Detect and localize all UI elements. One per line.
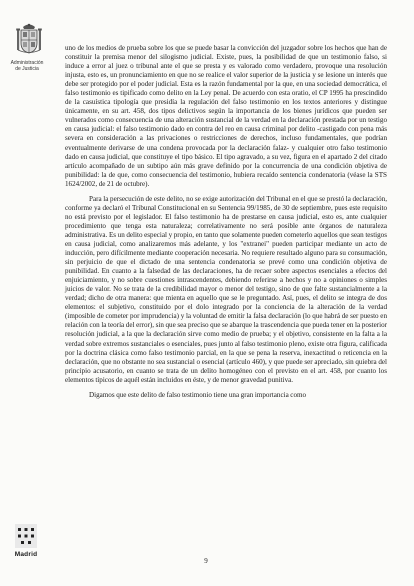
coat-of-arms-icon (15, 22, 43, 58)
madrid-stars-logo-icon (15, 524, 37, 548)
left-margin-sidebar (0, 0, 50, 586)
paragraph-1: uno de los medios de prueba sobre los que se puede basar la convicción del juzgador sobre los hechos que han de constituir la premisa menor del silogismo judicial. Existe, pues, la posibilidad de que un testimonio falso, si induce a error al juez o tribunal ante el que se presta y es valorado como verdadero, provoque una resolución injusta, esto es, un pronunciamiento en que no se realice el valor superior de la justicia y se lesione un interés que debe ser protegido por el poder judicial. Esta es la razón fundamental por la que, en una sociedad democrática, el falso testimonio es tipificado como delito en la Ley penal. De acuerdo con esta oratio, el CP 1995 ha prescindido de la casuística tipología que presidía la regulación del falso testimonio en los textos anteriores y distingue únicamente, en su art. 458, dos tipos delictivos según la importancia de los bienes jurídicos que pueden ser vulnerados como consecuencia de una alteración sustancial de la verdad en la declaración prestada por un testigo en causa judicial: el falso testimonio dado en contra del reo en causa criminal por delito -castigado con pena más severa en consideración a las privaciones o restricciones de derechos, incluso fundamentales, que podrían eventualmente derivarse de una condena provocada por la declaración falaz- y cualquier otro falso testimonio dado en causa judicial, que constituye el tipo básico. El tipo agravado, a su vez, figura en el apartado 2 del citado artículo acompañado de un subtipo aún más grave definido por la concurrencia de una condición objetiva de punibilidad: la de que, como consecuencia del testimonio, hubiera recaído sentencia condenatoria (véase la STS 1624/2002, de 21 de octubre). (65, 44, 387, 188)
administration-label (3, 60, 51, 72)
administration-line1: Administración (10, 60, 44, 66)
paragraph-2: Para la persecución de este delito, no se exige autorización del Tribunal en el que se prestó la declaración, conforme ya declaró el Tribunal Constitucional en su Sentencia 99/1985, de 30 de septiembre, pues este requisito no está previsto por el legislador. El falso testimonio ha de prestarse en causa judicial, esto es, ante cualquier procedimiento que tenga esta naturaleza; correlativamente no será posible ante órganos de naturaleza administrativa. Es un delito especial y propio, en tanto que solamente pueden cometerlo aquellos que sean testigos en causa judicial, como analizaremos más adelante, y los "extranei" pueden participar mediante un acto de inducción, pero difícilmente mediante cooperación necesaria. No requiere resultado alguno para su consumación, sin perjuicio de que el dictado de una sentencia condenatoria se prevé como una condición objetiva de punibilidad. En cuanto a la falsedad de las declaraciones, ha de recaer sobre aspectos esenciales a efectos del enjuiciamiento, y no sobre cuestiones intrascendentes, debiendo referirse a hechos y no a opiniones o simples juicios de valor. No se trata de la credibilidad mayor o menor del testigo, sino de que falte sustancialmente a la verdad; dicho de otra manera: que mienta en aquello que se le preguntado. Así, pues, el delito se integra de dos elementos: el subjetivo, constituido por el dolo integrado por la conciencia de la alteración de la verdad (imposible de cometer por imprudencia) y la voluntad de emitir la falsa declaración (lo que habrá de ser puesto en relación con la teoría del error), sin que sea preciso que se abarque la trascendencia que pueda tener en la posterior resolución judicial, a la que la declaración sirve como medio de prueba; y el objetivo, consistente en la falta a la verdad sobre extremos sustanciales o esenciales, pues junto al falso testimonio pleno, existe otra figura, calificada por la doctrina clásica como falso testimonio parcial, en la que se pena la reserva, inexactitud o reticencia en la declaración, que no obstante no sea sustancial o esencial (artículo 460), y que puede ser apreciado, sin quiebra del principio acusatorio, en cuanto se trata de un delito homogéneo con el previsto en el art. 458, por cuanto los elementos típicos de aquél están incluidos en éste, y de menor gravedad punitiva. (65, 194, 387, 384)
administration-line2: de Justicia (15, 66, 39, 72)
page-number: 9 (204, 557, 208, 565)
paragraph-3: Digamos que este delito de falso testimonio tiene una gran importancia como (89, 390, 307, 399)
document-body (65, 44, 387, 400)
madrid-label: Madrid (14, 551, 38, 558)
